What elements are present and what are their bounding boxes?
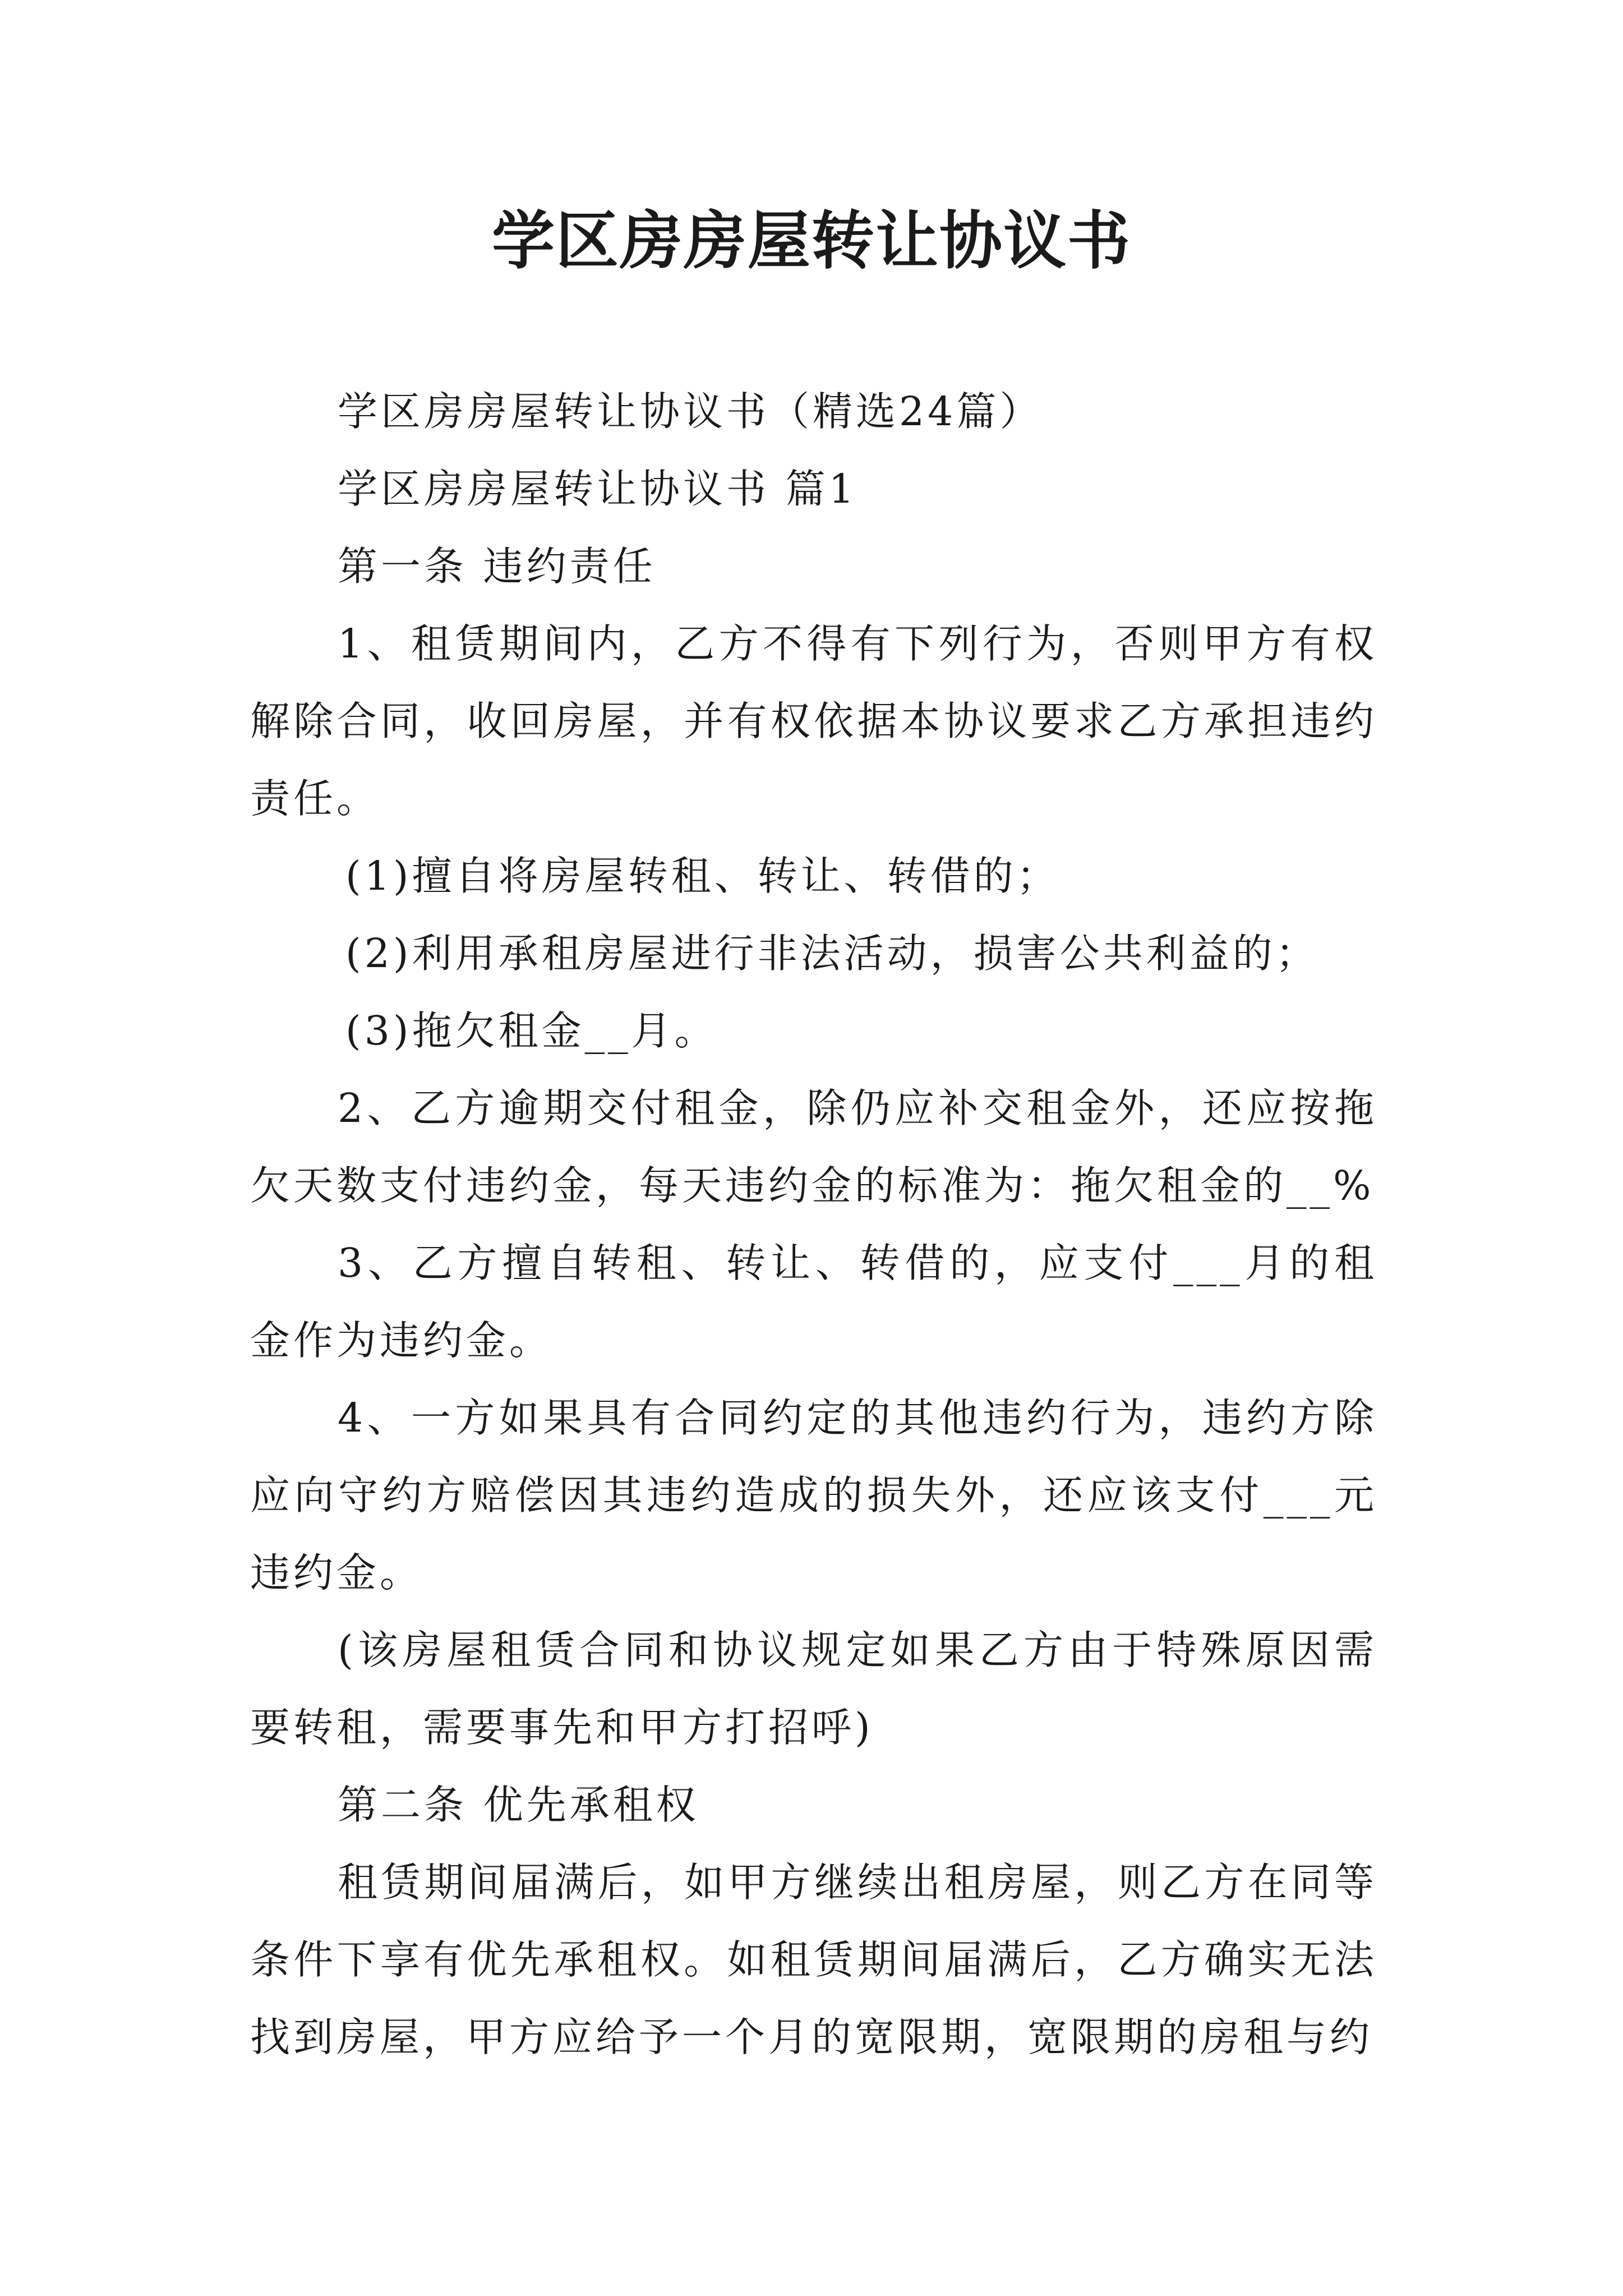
document-title: 学区房房屋转让协议书	[492, 204, 1131, 278]
paragraph-clause-3: 3、乙方擅自转租、转让、转借的，应支付___月的租金作为违约金。	[250, 1240, 1377, 1364]
paragraph-note: (该房屋租赁合同和协议规定如果乙方由于特殊原因需要转租，需要事先和甲方打招呼)	[250, 1627, 1377, 1751]
paragraph-clause-4: 4、一方如果具有合同约定的其他违约行为，违约方除应向守约方赔偿因其违约造成的损失外，还应该支付___元违约金。	[250, 1395, 1377, 1596]
paragraph-item-3: (3)拖欠租金__月。	[345, 1007, 718, 1054]
paragraph-clause-2: 2、乙方逾期交付租金，除仍应补交租金外，还应按拖欠天数支付违约金，每天违约金的标准为：拖欠租金的__%	[250, 1085, 1377, 1209]
paragraph-article-one-heading: 第一条 违约责任	[338, 543, 656, 590]
paragraph-subtitle: 学区房房屋转让协议书（精选24篇）	[338, 388, 1043, 435]
document-body	[250, 373, 1377, 2076]
paragraph-article-two-heading: 第二条 优先承租权	[338, 1782, 699, 1828]
paragraph-clause-1: 1、租赁期间内，乙方不得有下列行为，否则甲方有权解除合同，收回房屋，并有权依据本协议要求乙方承担违约责任。	[250, 620, 1377, 822]
paragraph-section-heading: 学区房房屋转让协议书 篇1	[338, 466, 857, 512]
paragraph-article-two-body: 租赁期间届满后，如甲方继续出租房屋，则乙方在同等条件下享有优先承租权。如租赁期间届满后，乙方确实无法找到房屋，甲方应给予一个月的宽限期，宽限期的房租与约	[250, 1859, 1377, 2060]
paragraph-item-2: (2)利用承租房屋进行非法活动，损害公共利益的；	[345, 930, 1319, 977]
paragraph-item-1: (1)擅自将房屋转租、转让、转借的；	[345, 853, 1060, 899]
